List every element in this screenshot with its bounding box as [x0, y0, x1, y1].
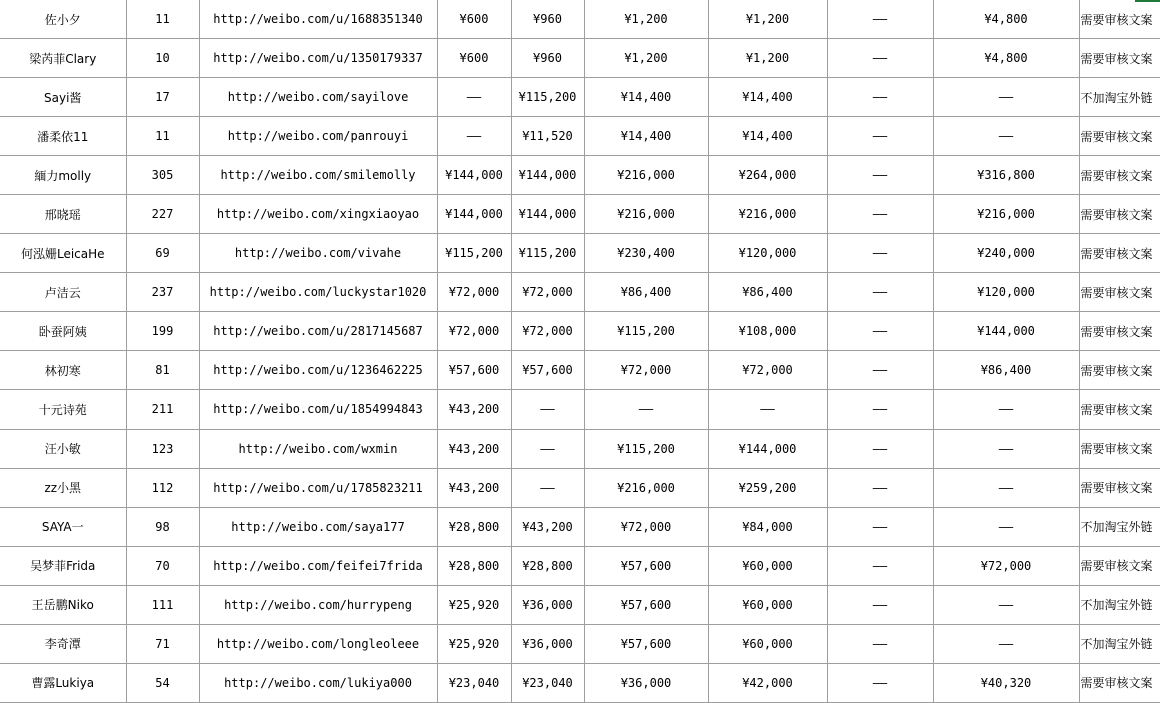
cell-note[interactable]: 不加淘宝外链 — [1079, 624, 1160, 663]
cell-price-6[interactable]: —— — [933, 624, 1079, 663]
cell-weibo-url[interactable]: http://weibo.com/longleoleee — [199, 624, 437, 663]
cell-price-1[interactable]: ¥23,040 — [437, 663, 511, 702]
cell-name[interactable]: 王岳鹏Niko — [0, 585, 126, 624]
cell-price-6[interactable]: ¥144,000 — [933, 312, 1079, 351]
cell-fans[interactable]: 123 — [126, 429, 199, 468]
cell-weibo-url[interactable]: http://weibo.com/u/1785823211 — [199, 468, 437, 507]
cell-price-4[interactable]: ¥86,400 — [708, 273, 827, 312]
table-row — [0, 273, 1160, 312]
cell-name[interactable]: 邢晓瑶 — [0, 195, 126, 234]
cell-weibo-url[interactable]: http://weibo.com/hurrypeng — [199, 585, 437, 624]
cell-name[interactable]: 梁芮菲Clary — [0, 39, 126, 78]
cell-note[interactable]: 需要审核文案 — [1079, 429, 1160, 468]
cell-fans[interactable]: 69 — [126, 234, 199, 273]
cell-weibo-url[interactable]: http://weibo.com/sayilove — [199, 78, 437, 117]
cell-note[interactable]: 需要审核文案 — [1079, 663, 1160, 702]
table-row — [0, 195, 1160, 234]
cell-price-3[interactable]: ¥57,600 — [584, 624, 708, 663]
table-row — [0, 390, 1160, 429]
cell-note[interactable]: 不加淘宝外链 — [1079, 585, 1160, 624]
cell-weibo-url[interactable]: http://weibo.com/u/1688351340 — [199, 0, 437, 39]
cell-price-3[interactable]: ¥36,000 — [584, 663, 708, 702]
cell-price-2[interactable]: ¥72,000 — [511, 312, 584, 351]
cell-price-6[interactable]: ¥120,000 — [933, 273, 1079, 312]
cell-weibo-url[interactable]: http://weibo.com/feifei7frida — [199, 546, 437, 585]
table-row — [0, 429, 1160, 468]
cell-price-1[interactable]: ¥115,200 — [437, 234, 511, 273]
cell-price-3[interactable]: ¥14,400 — [584, 117, 708, 156]
cell-price-5[interactable]: —— — [827, 312, 933, 351]
cell-price-1[interactable]: ¥144,000 — [437, 156, 511, 195]
cell-price-4[interactable]: —— — [708, 390, 827, 429]
cell-fans[interactable]: 211 — [126, 390, 199, 429]
cell-price-1[interactable]: —— — [437, 78, 511, 117]
cell-fans[interactable]: 71 — [126, 624, 199, 663]
cell-price-6[interactable]: ¥216,000 — [933, 195, 1079, 234]
cell-price-4[interactable]: ¥42,000 — [708, 663, 827, 702]
cell-fans[interactable]: 81 — [126, 351, 199, 390]
cell-price-2[interactable]: ¥43,200 — [511, 507, 584, 546]
cell-price-3[interactable]: ¥115,200 — [584, 429, 708, 468]
cell-price-6[interactable]: —— — [933, 429, 1079, 468]
cell-weibo-url[interactable]: http://weibo.com/xingxiaoyao — [199, 195, 437, 234]
cell-price-4[interactable]: ¥14,400 — [708, 117, 827, 156]
cell-note[interactable]: 需要审核文案 — [1079, 273, 1160, 312]
cell-price-1[interactable]: ¥43,200 — [437, 429, 511, 468]
cell-fans[interactable]: 54 — [126, 663, 199, 702]
cell-price-6[interactable]: ¥40,320 — [933, 663, 1079, 702]
cell-price-4[interactable]: ¥259,200 — [708, 468, 827, 507]
table-row — [0, 78, 1160, 117]
cell-note[interactable]: 需要审核文案 — [1079, 312, 1160, 351]
cell-fans[interactable]: 70 — [126, 546, 199, 585]
table-row — [0, 156, 1160, 195]
cell-weibo-url[interactable]: http://weibo.com/lukiya000 — [199, 663, 437, 702]
cell-name[interactable]: 林初寒 — [0, 351, 126, 390]
table-row — [0, 0, 1160, 39]
cell-price-2[interactable]: ¥144,000 — [511, 195, 584, 234]
cell-price-2[interactable]: ¥23,040 — [511, 663, 584, 702]
cell-price-3[interactable]: ¥86,400 — [584, 273, 708, 312]
cell-price-5[interactable]: —— — [827, 507, 933, 546]
cell-price-3[interactable]: ¥1,200 — [584, 39, 708, 78]
cell-note[interactable]: 需要审核文案 — [1079, 39, 1160, 78]
cell-price-1[interactable]: ¥25,920 — [437, 585, 511, 624]
cell-price-4[interactable]: ¥120,000 — [708, 234, 827, 273]
cell-price-3[interactable]: ¥1,200 — [584, 0, 708, 39]
table-row — [0, 585, 1160, 624]
cell-fans[interactable]: 11 — [126, 0, 199, 39]
cell-price-3[interactable]: ¥57,600 — [584, 585, 708, 624]
cell-price-2[interactable]: ¥36,000 — [511, 624, 584, 663]
cell-name[interactable]: 曹露Lukiya — [0, 663, 126, 702]
cell-name[interactable]: Sayi酱 — [0, 78, 126, 117]
cell-price-6[interactable]: ¥72,000 — [933, 546, 1079, 585]
cell-price-4[interactable]: ¥1,200 — [708, 39, 827, 78]
cell-price-3[interactable]: ¥57,600 — [584, 546, 708, 585]
table-row — [0, 117, 1160, 156]
table-row — [0, 39, 1160, 78]
cell-price-6[interactable]: —— — [933, 390, 1079, 429]
cell-price-1[interactable]: ¥28,800 — [437, 507, 511, 546]
cell-price-5[interactable]: —— — [827, 156, 933, 195]
table-row — [0, 234, 1160, 273]
cell-price-2[interactable]: ¥960 — [511, 0, 584, 39]
cell-weibo-url[interactable]: http://weibo.com/smilemolly — [199, 156, 437, 195]
cell-price-2[interactable]: ¥11,520 — [511, 117, 584, 156]
cell-note[interactable]: 需要审核文案 — [1079, 390, 1160, 429]
cell-price-1[interactable]: —— — [437, 117, 511, 156]
cell-price-4[interactable]: ¥60,000 — [708, 585, 827, 624]
cell-weibo-url[interactable]: http://weibo.com/u/1350179337 — [199, 39, 437, 78]
cell-price-2[interactable]: ¥144,000 — [511, 156, 584, 195]
cell-price-5[interactable]: —— — [827, 0, 933, 39]
cell-weibo-url[interactable]: http://weibo.com/wxmin — [199, 429, 437, 468]
cell-weibo-url[interactable]: http://weibo.com/u/2817145687 — [199, 312, 437, 351]
cell-price-3[interactable]: ¥230,400 — [584, 234, 708, 273]
cell-weibo-url[interactable]: http://weibo.com/vivahe — [199, 234, 437, 273]
cell-note[interactable]: 需要审核文案 — [1079, 117, 1160, 156]
cell-price-6[interactable]: —— — [933, 585, 1079, 624]
cell-price-5[interactable]: —— — [827, 468, 933, 507]
table-row — [0, 468, 1160, 507]
cell-price-2[interactable]: —— — [511, 468, 584, 507]
cell-price-1[interactable]: ¥72,000 — [437, 312, 511, 351]
cell-price-5[interactable]: —— — [827, 234, 933, 273]
cell-price-1[interactable]: ¥25,920 — [437, 624, 511, 663]
cell-price-2[interactable]: ¥57,600 — [511, 351, 584, 390]
cell-fans[interactable]: 237 — [126, 273, 199, 312]
cell-note[interactable]: 需要审核文案 — [1079, 156, 1160, 195]
cell-price-5[interactable]: —— — [827, 546, 933, 585]
cell-fans[interactable]: 112 — [126, 468, 199, 507]
table-row — [0, 663, 1160, 702]
cell-fans[interactable]: 11 — [126, 117, 199, 156]
cell-price-6[interactable]: ¥240,000 — [933, 234, 1079, 273]
cell-price-6[interactable]: ¥316,800 — [933, 156, 1079, 195]
cell-name[interactable]: 十元诗苑 — [0, 390, 126, 429]
cell-price-2[interactable]: ¥115,200 — [511, 78, 584, 117]
cell-note[interactable]: 需要审核文案 — [1079, 351, 1160, 390]
cell-fans[interactable]: 199 — [126, 312, 199, 351]
cell-price-2[interactable]: ¥72,000 — [511, 273, 584, 312]
cell-price-1[interactable]: ¥43,200 — [437, 390, 511, 429]
cell-price-1[interactable]: ¥57,600 — [437, 351, 511, 390]
cell-name[interactable]: 汪小敏 — [0, 429, 126, 468]
cell-price-2[interactable]: ¥28,800 — [511, 546, 584, 585]
cell-note[interactable]: 不加淘宝外链 — [1079, 78, 1160, 117]
cell-name[interactable]: 卢洁云 — [0, 273, 126, 312]
cell-fans[interactable]: 305 — [126, 156, 199, 195]
cell-price-5[interactable]: —— — [827, 273, 933, 312]
cell-price-5[interactable]: —— — [827, 429, 933, 468]
cell-weibo-url[interactable]: http://weibo.com/saya177 — [199, 507, 437, 546]
cell-weibo-url[interactable]: http://weibo.com/u/1854994843 — [199, 390, 437, 429]
cell-price-4[interactable]: ¥216,000 — [708, 195, 827, 234]
cell-price-3[interactable]: ¥216,000 — [584, 468, 708, 507]
cell-price-6[interactable]: ¥4,800 — [933, 0, 1079, 39]
cell-price-6[interactable]: —— — [933, 117, 1079, 156]
cell-price-6[interactable]: —— — [933, 507, 1079, 546]
cell-price-5[interactable]: —— — [827, 78, 933, 117]
cell-note[interactable]: 不加淘宝外链 — [1079, 507, 1160, 546]
cell-price-3[interactable]: —— — [584, 390, 708, 429]
cell-name[interactable]: SAYA一 — [0, 507, 126, 546]
cell-price-2[interactable]: —— — [511, 429, 584, 468]
cell-price-3[interactable]: ¥14,400 — [584, 78, 708, 117]
cell-price-4[interactable]: ¥1,200 — [708, 0, 827, 39]
cell-price-6[interactable]: ¥4,800 — [933, 39, 1079, 78]
cell-price-5[interactable]: —— — [827, 195, 933, 234]
cell-price-4[interactable]: ¥84,000 — [708, 507, 827, 546]
table-row — [0, 312, 1160, 351]
cell-price-5[interactable]: —— — [827, 390, 933, 429]
cell-price-2[interactable]: ¥960 — [511, 39, 584, 78]
cell-price-5[interactable]: —— — [827, 663, 933, 702]
cell-price-2[interactable]: ¥115,200 — [511, 234, 584, 273]
cell-price-4[interactable]: ¥14,400 — [708, 78, 827, 117]
cell-price-3[interactable]: ¥72,000 — [584, 507, 708, 546]
cell-price-3[interactable]: ¥72,000 — [584, 351, 708, 390]
cell-price-4[interactable]: ¥60,000 — [708, 624, 827, 663]
cell-price-1[interactable]: ¥600 — [437, 0, 511, 39]
cell-price-5[interactable]: —— — [827, 117, 933, 156]
table-row — [0, 624, 1160, 663]
cell-price-6[interactable]: —— — [933, 468, 1079, 507]
cell-price-5[interactable]: —— — [827, 624, 933, 663]
cell-price-4[interactable]: ¥72,000 — [708, 351, 827, 390]
cell-price-3[interactable]: ¥216,000 — [584, 195, 708, 234]
cell-price-3[interactable]: ¥115,200 — [584, 312, 708, 351]
cell-price-4[interactable]: ¥144,000 — [708, 429, 827, 468]
cell-name[interactable]: 卧蚕阿姨 — [0, 312, 126, 351]
cell-price-2[interactable]: ¥36,000 — [511, 585, 584, 624]
cell-price-5[interactable]: —— — [827, 39, 933, 78]
cell-price-6[interactable]: ¥86,400 — [933, 351, 1079, 390]
cell-name[interactable]: 李奇潭 — [0, 624, 126, 663]
table-row — [0, 546, 1160, 585]
cell-note[interactable]: 需要审核文案 — [1079, 546, 1160, 585]
cell-price-5[interactable]: —— — [827, 351, 933, 390]
cell-note[interactable]: 需要审核文案 — [1079, 0, 1160, 39]
cell-name[interactable]: 何泓姗LeicaHe — [0, 234, 126, 273]
cell-price-4[interactable]: ¥108,000 — [708, 312, 827, 351]
cell-weibo-url[interactable]: http://weibo.com/panrouyi — [199, 117, 437, 156]
cell-weibo-url[interactable]: http://weibo.com/u/1236462225 — [199, 351, 437, 390]
cell-fans[interactable]: 17 — [126, 78, 199, 117]
cell-weibo-url[interactable]: http://weibo.com/luckystar1020 — [199, 273, 437, 312]
cell-fans[interactable]: 227 — [126, 195, 199, 234]
cell-fans[interactable]: 111 — [126, 585, 199, 624]
cell-name[interactable]: 緬力molly — [0, 156, 126, 195]
cell-price-4[interactable]: ¥60,000 — [708, 546, 827, 585]
cell-price-5[interactable]: —— — [827, 585, 933, 624]
table-row — [0, 507, 1160, 546]
cell-name[interactable]: 佐小夕 — [0, 0, 126, 39]
cell-note[interactable]: 需要审核文案 — [1079, 234, 1160, 273]
cell-name[interactable]: 潘柔依11 — [0, 117, 126, 156]
cell-price-1[interactable]: ¥43,200 — [437, 468, 511, 507]
table-row — [0, 351, 1160, 390]
cell-price-6[interactable]: —— — [933, 78, 1079, 117]
cell-price-1[interactable]: ¥28,800 — [437, 546, 511, 585]
cell-fans[interactable]: 98 — [126, 507, 199, 546]
cell-note[interactable]: 需要审核文案 — [1079, 195, 1160, 234]
cell-price-1[interactable]: ¥144,000 — [437, 195, 511, 234]
cell-price-3[interactable]: ¥216,000 — [584, 156, 708, 195]
cell-price-4[interactable]: ¥264,000 — [708, 156, 827, 195]
cell-fans[interactable]: 10 — [126, 39, 199, 78]
cell-name[interactable]: zz小黑 — [0, 468, 126, 507]
cell-price-1[interactable]: ¥600 — [437, 39, 511, 78]
cell-price-2[interactable]: —— — [511, 390, 584, 429]
cell-price-1[interactable]: ¥72,000 — [437, 273, 511, 312]
cell-note[interactable]: 需要审核文案 — [1079, 468, 1160, 507]
cell-name[interactable]: 吴梦菲Frida — [0, 546, 126, 585]
